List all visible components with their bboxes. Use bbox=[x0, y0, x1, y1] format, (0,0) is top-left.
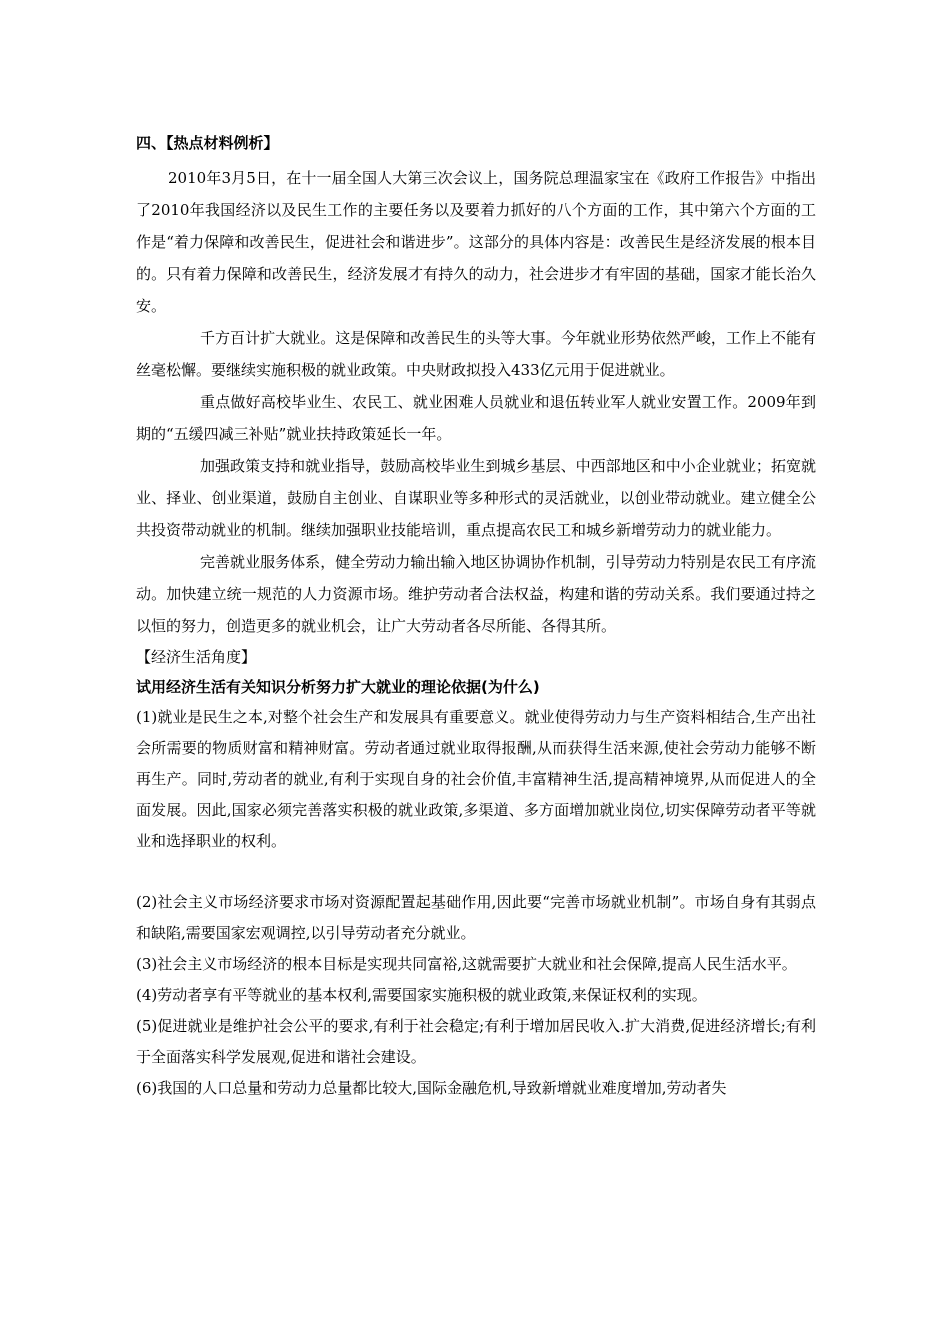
paragraph-service-system: 完善就业服务体系，健全劳动力输出输入地区协调协作机制，引导劳动力特别是农民工有序流动。加快建立统一规范的人力资源市场。维护劳动者合法权益，构建和谐的劳动关系。我们要通过持之以恒的努力，创造更多的就业机会，让广大劳动者各尽所能、各得其所。 bbox=[136, 553, 816, 635]
document-content bbox=[136, 128, 816, 1104]
blank-line bbox=[136, 857, 816, 887]
angle-label: 【经济生活角度】 bbox=[136, 648, 257, 666]
point-4: (4)劳动者享有平等就业的基本权利,需要国家实施积极的就业政策,来保证权利的实现。 bbox=[136, 986, 707, 1004]
section-title: 四、【热点材料例析】 bbox=[136, 134, 279, 152]
paragraph-report-intro: 2010年3月5日，在十一届全国人大第三次会议上，国务院总理温家宝在《政府工作报告》中指出了2010年我国经济以及民生工作的主要任务以及要着力抓好的八个方面的工作，其中第六个方面的工作是“着力保障和改善民生，促进社会和谐进步”。这部分的具体内容是：改善民生是经济发展的根本目的。只有着力保障和改善民生，经济发展才有持久的动力，社会进步才有牢固的基础，国家才能长治久安。 bbox=[136, 169, 816, 315]
point-1: (1)就业是民生之本,对整个社会生产和发展具有重要意义。就业使得劳动力与生产资料相结合,生产出社会所需要的物质财富和精神财富。劳动者通过就业取得报酬,从而获得生活来源,使社会劳动力能够不断再生产。同时,劳动者的就业,有利于实现自身的社会价值,丰富精神生活,提高精神境界,从而促进人的全面发展。因此,国家必须完善落实积极的就业政策,多渠道、多方面增加就业岗位,切实保障劳动者平等就业和选择职业的权利。 bbox=[136, 708, 816, 850]
paragraph-policy-support: 加强政策支持和就业指导，鼓励高校毕业生到城乡基层、中西部地区和中小企业就业；拓宽就业、择业、创业渠道，鼓励自主创业、自谋职业等多种形式的灵活就业，以创业带动就业。建立健全公共投资带动就业的机制。继续加强职业技能培训，重点提高农民工和城乡新增劳动力的就业能力。 bbox=[136, 457, 816, 539]
point-5: (5)促进就业是维护社会公平的要求,有利于社会稳定;有利于增加居民收入.扩大消费,促进经济增长;有利于全面落实科学发展观,促进和谐社会建设。 bbox=[136, 1017, 816, 1066]
paragraph-expand-employment: 千方百计扩大就业。这是保障和改善民生的头等大事。今年就业形势依然严峻，工作上不能有丝毫松懈。要继续实施积极的就业政策。中央财政拟投入433亿元用于促进就业。 bbox=[136, 329, 816, 379]
point-2: (2)社会主义市场经济要求市场对资源配置起基础作用,因此要“完善市场就业机制”。市场自身有其弱点和缺陷,需要国家宏观调控,以引导劳动者充分就业。 bbox=[136, 893, 816, 942]
paragraph-key-groups: 重点做好高校毕业生、农民工、就业困难人员就业和退伍转业军人就业安置工作。2009年到期的“五缓四减三补贴”就业扶持政策延长一年。 bbox=[136, 393, 816, 443]
point-3: (3)社会主义市场经济的根本目标是实现共同富裕,这就需要扩大就业和社会保障,提高人民生活水平。 bbox=[136, 955, 797, 973]
question-heading: 试用经济生活有关知识分析努力扩大就业的理论依据(为什么) bbox=[136, 678, 540, 696]
point-6: (6)我国的人口总量和劳动力总量都比较大,国际金融危机,导致新增就业难度增加,劳动者失 bbox=[136, 1079, 727, 1097]
